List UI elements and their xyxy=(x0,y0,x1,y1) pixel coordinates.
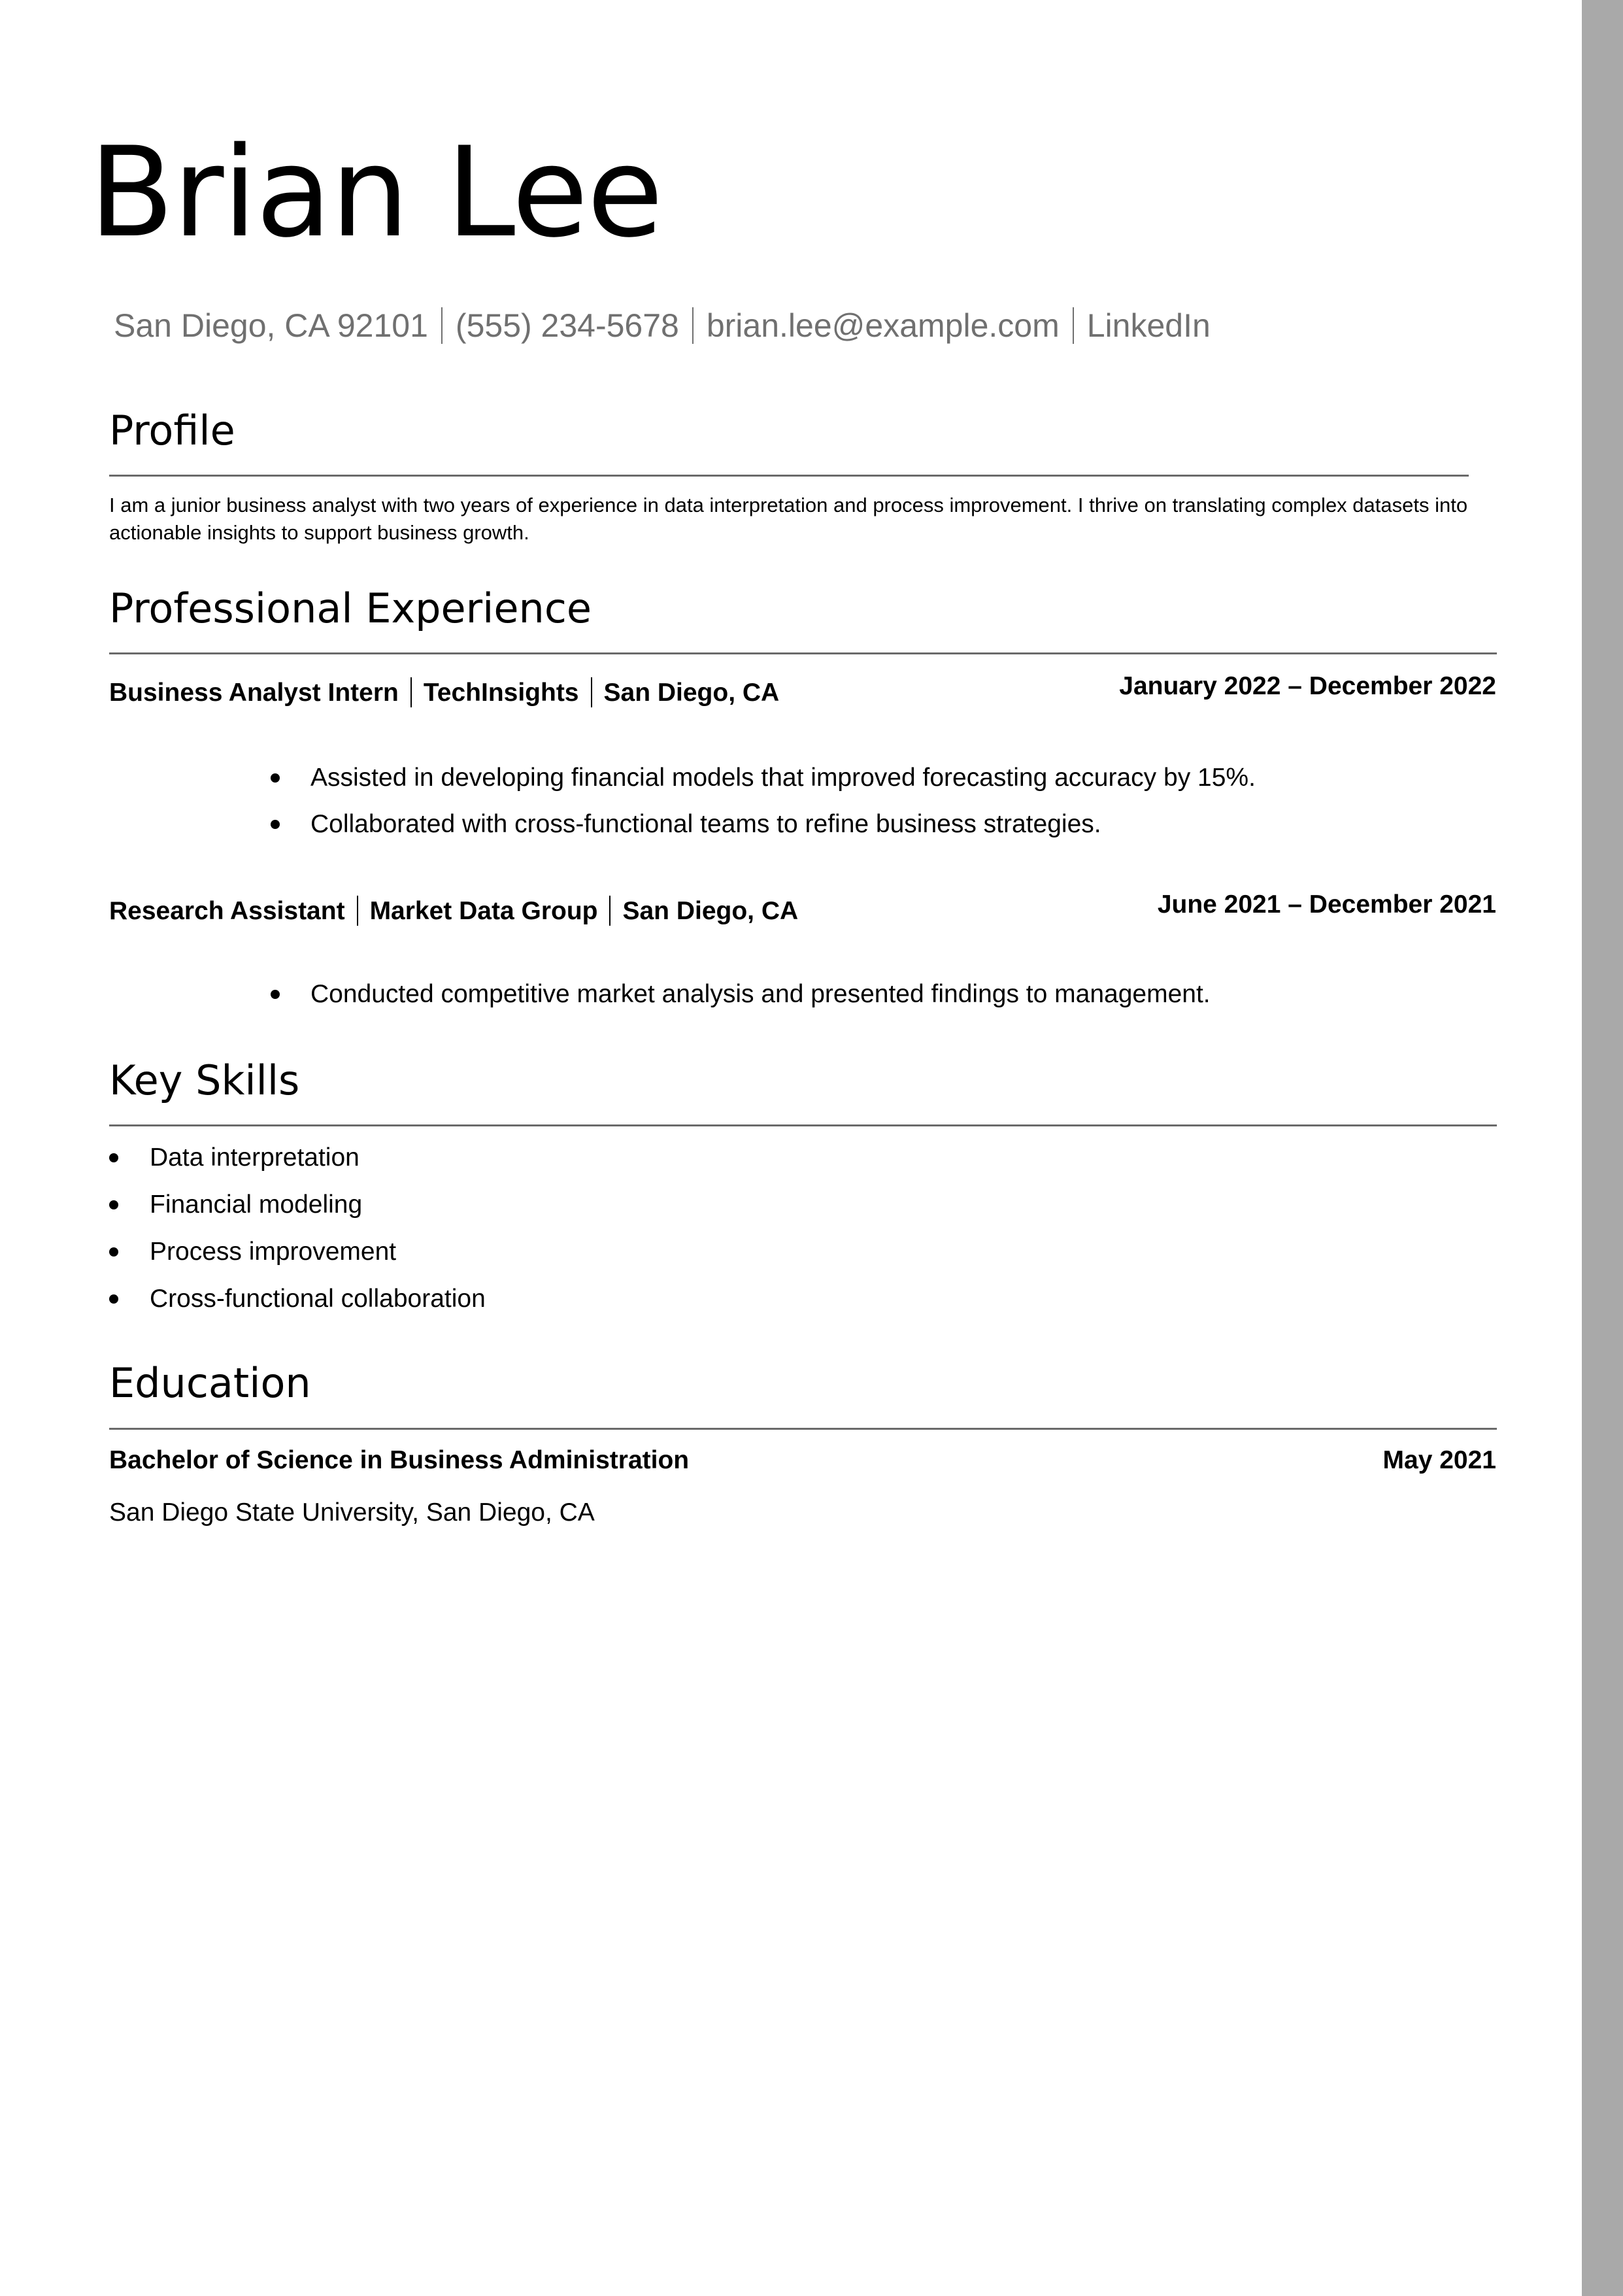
job-2-location: San Diego, CA xyxy=(622,896,799,925)
skill-text: Process improvement xyxy=(150,1238,397,1266)
list-item xyxy=(271,981,1211,1007)
profile-heading: Profile xyxy=(109,407,235,454)
list-item xyxy=(271,811,1101,837)
list-item xyxy=(271,765,1256,790)
education-divider xyxy=(109,1428,1497,1430)
bullet-text: Conducted competitive market analysis and presented findings to management. xyxy=(310,980,1211,1008)
contact-address: San Diego, CA 92101 xyxy=(114,307,428,344)
job-separator xyxy=(609,896,611,926)
contact-email[interactable]: brian.lee@example.com xyxy=(706,307,1060,344)
job-1-location: San Diego, CA xyxy=(603,678,780,707)
bullet-icon xyxy=(109,1153,118,1162)
bullet-icon xyxy=(271,820,280,829)
bullet-icon xyxy=(271,990,280,999)
job-1-company: TechInsights xyxy=(423,678,579,707)
contact-line xyxy=(114,307,1211,344)
skill-text: Financial modeling xyxy=(150,1190,363,1219)
contact-phone: (555) 234-5678 xyxy=(455,307,679,344)
list-item xyxy=(109,1239,396,1264)
education-school: San Diego State University, San Diego, CA xyxy=(109,1498,595,1527)
contact-separator xyxy=(692,307,694,344)
job-2-title-line xyxy=(109,896,798,926)
experience-divider xyxy=(109,652,1497,654)
bullet-text: Assisted in developing financial models that improved forecasting accuracy by 15%. xyxy=(310,764,1256,792)
education-date: May 2021 xyxy=(1382,1446,1496,1474)
bullet-text: Collaborated with cross-functional teams to refine business strategies. xyxy=(310,810,1101,838)
job-2-dates: June 2021 – December 2021 xyxy=(1157,890,1496,919)
skills-divider xyxy=(109,1124,1497,1126)
profile-text: I am a junior business analyst with two years of experience in data interpretation and process improvement. I thrive on translating complex datasets into actionable insights to support business growth. xyxy=(109,494,1468,544)
list-item xyxy=(109,1145,360,1170)
bullet-icon xyxy=(109,1294,118,1304)
bullet-icon xyxy=(271,773,280,783)
list-item xyxy=(109,1286,486,1311)
job-separator xyxy=(357,896,358,926)
contact-separator xyxy=(441,307,443,344)
page-side-strip xyxy=(1582,0,1623,2296)
contact-separator xyxy=(1073,307,1074,344)
job-separator xyxy=(591,677,592,707)
experience-heading: Professional Experience xyxy=(109,584,592,632)
job-separator xyxy=(410,677,412,707)
contact-linkedin-link[interactable]: LinkedIn xyxy=(1086,307,1211,344)
skills-heading: Key Skills xyxy=(109,1056,300,1104)
education-heading: Education xyxy=(109,1359,311,1407)
bullet-icon xyxy=(109,1200,118,1209)
bullet-icon xyxy=(109,1247,118,1257)
skill-text: Cross-functional collaboration xyxy=(150,1285,486,1313)
job-1-title: Business Analyst Intern xyxy=(109,678,399,707)
job-2-company: Market Data Group xyxy=(369,896,598,925)
candidate-name: Brian Lee xyxy=(89,120,662,265)
list-item xyxy=(109,1192,362,1217)
job-1-title-line xyxy=(109,677,779,707)
job-2-title: Research Assistant xyxy=(109,896,345,925)
profile-divider xyxy=(109,475,1469,477)
skill-text: Data interpretation xyxy=(150,1143,360,1172)
education-degree: Bachelor of Science in Business Administration xyxy=(109,1446,690,1474)
job-1-dates: January 2022 – December 2022 xyxy=(1119,672,1496,700)
